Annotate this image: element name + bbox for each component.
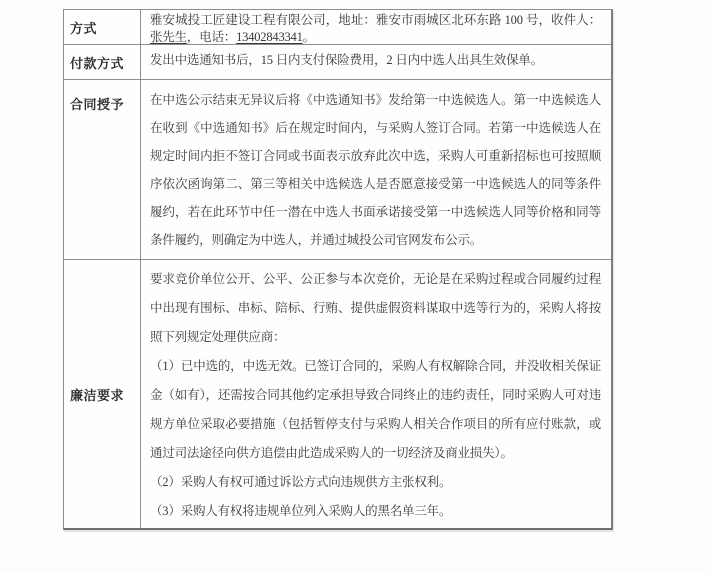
row-content-payment bbox=[141, 45, 611, 79]
paragraph: 要求竞价单位公开、公平、公正参与本次竞价，无论是在采购过程或合同履约过程中出现有围标、串标、陪标、行贿、提供虚假资料谋取中选等行为的，采购人将按照下列规定处理供应商： bbox=[150, 272, 601, 344]
row-label-payment bbox=[64, 45, 141, 79]
recipient-name-underlined: 张先生 bbox=[150, 29, 187, 44]
paragraph: （2）采购人有权可通过诉讼方式向违规供方主张权利。 bbox=[150, 475, 452, 489]
row-label-method bbox=[64, 10, 141, 44]
row-label-text: 合同授予 bbox=[70, 97, 125, 112]
row-content-integrity bbox=[141, 260, 611, 528]
row-label-contract-award bbox=[64, 80, 141, 259]
row-label-integrity bbox=[64, 260, 141, 528]
table-row-delivery-method bbox=[64, 10, 611, 45]
paragraph: （3）采购人有权将违规单位列入采购人的黑名单三年。 bbox=[150, 504, 452, 518]
row-label-text: 付款方式 bbox=[70, 55, 125, 71]
paragraph: 发出中选通知书后，15 日内支付保险费用，2 日内中选人出具生效保单。 bbox=[150, 53, 544, 67]
content-segment: 雅安城投工匠建设工程有限公司，地址：雅安市雨城区北环东路 100 号，收件人： bbox=[150, 13, 601, 27]
table-row-payment-method bbox=[64, 45, 611, 80]
table-row-integrity-requirements bbox=[64, 260, 611, 528]
content-segment: 。 bbox=[302, 29, 315, 44]
content-segment: ，电话： bbox=[186, 29, 237, 44]
paragraph: 在中选公示结束无异议后将《中选通知书》发给第一中选候选人。第一中选候选人在收到《中选通知书》后在规定时间内，与采购人签订合同。若第一中选候选人在规定时间内拒不签订合同或书面表示放弃此次中选，采购人可重新招标也可按照顺序依次函询第二、第三等相关中选候选人是否愿意接受第一中选候选人的同等条件履约，若在此环节中任一潜在中选人书面承诺接受第一中选候选人同等价格和同等条件履约，则确定为中选人，并通过城投公司官网发布公示。 bbox=[150, 93, 601, 247]
row-label-text: 廉洁要求 bbox=[70, 387, 125, 403]
table-row-contract-award bbox=[64, 80, 611, 260]
row-label-text: 方式 bbox=[70, 20, 98, 36]
phone-number-underlined: 13402843341 bbox=[236, 29, 303, 44]
row-content-method bbox=[141, 10, 611, 44]
paragraph bbox=[150, 12, 601, 44]
procurement-terms-table bbox=[63, 9, 613, 530]
row-content-contract-award bbox=[141, 80, 611, 259]
paragraph: （1）已中选的，中选无效。已签订合同的，采购人有权解除合同，并没收相关保证金（如有），还需按合同其他约定承担导致合同终止的违约责任，同时采购人可对违规方单位采取必要措施（包括暂停支付与采购人相关合作项目的所有应付账款，或通过司法途径向供方追偿由此造成采购人的一切经济及商业损失）。 bbox=[150, 359, 601, 460]
